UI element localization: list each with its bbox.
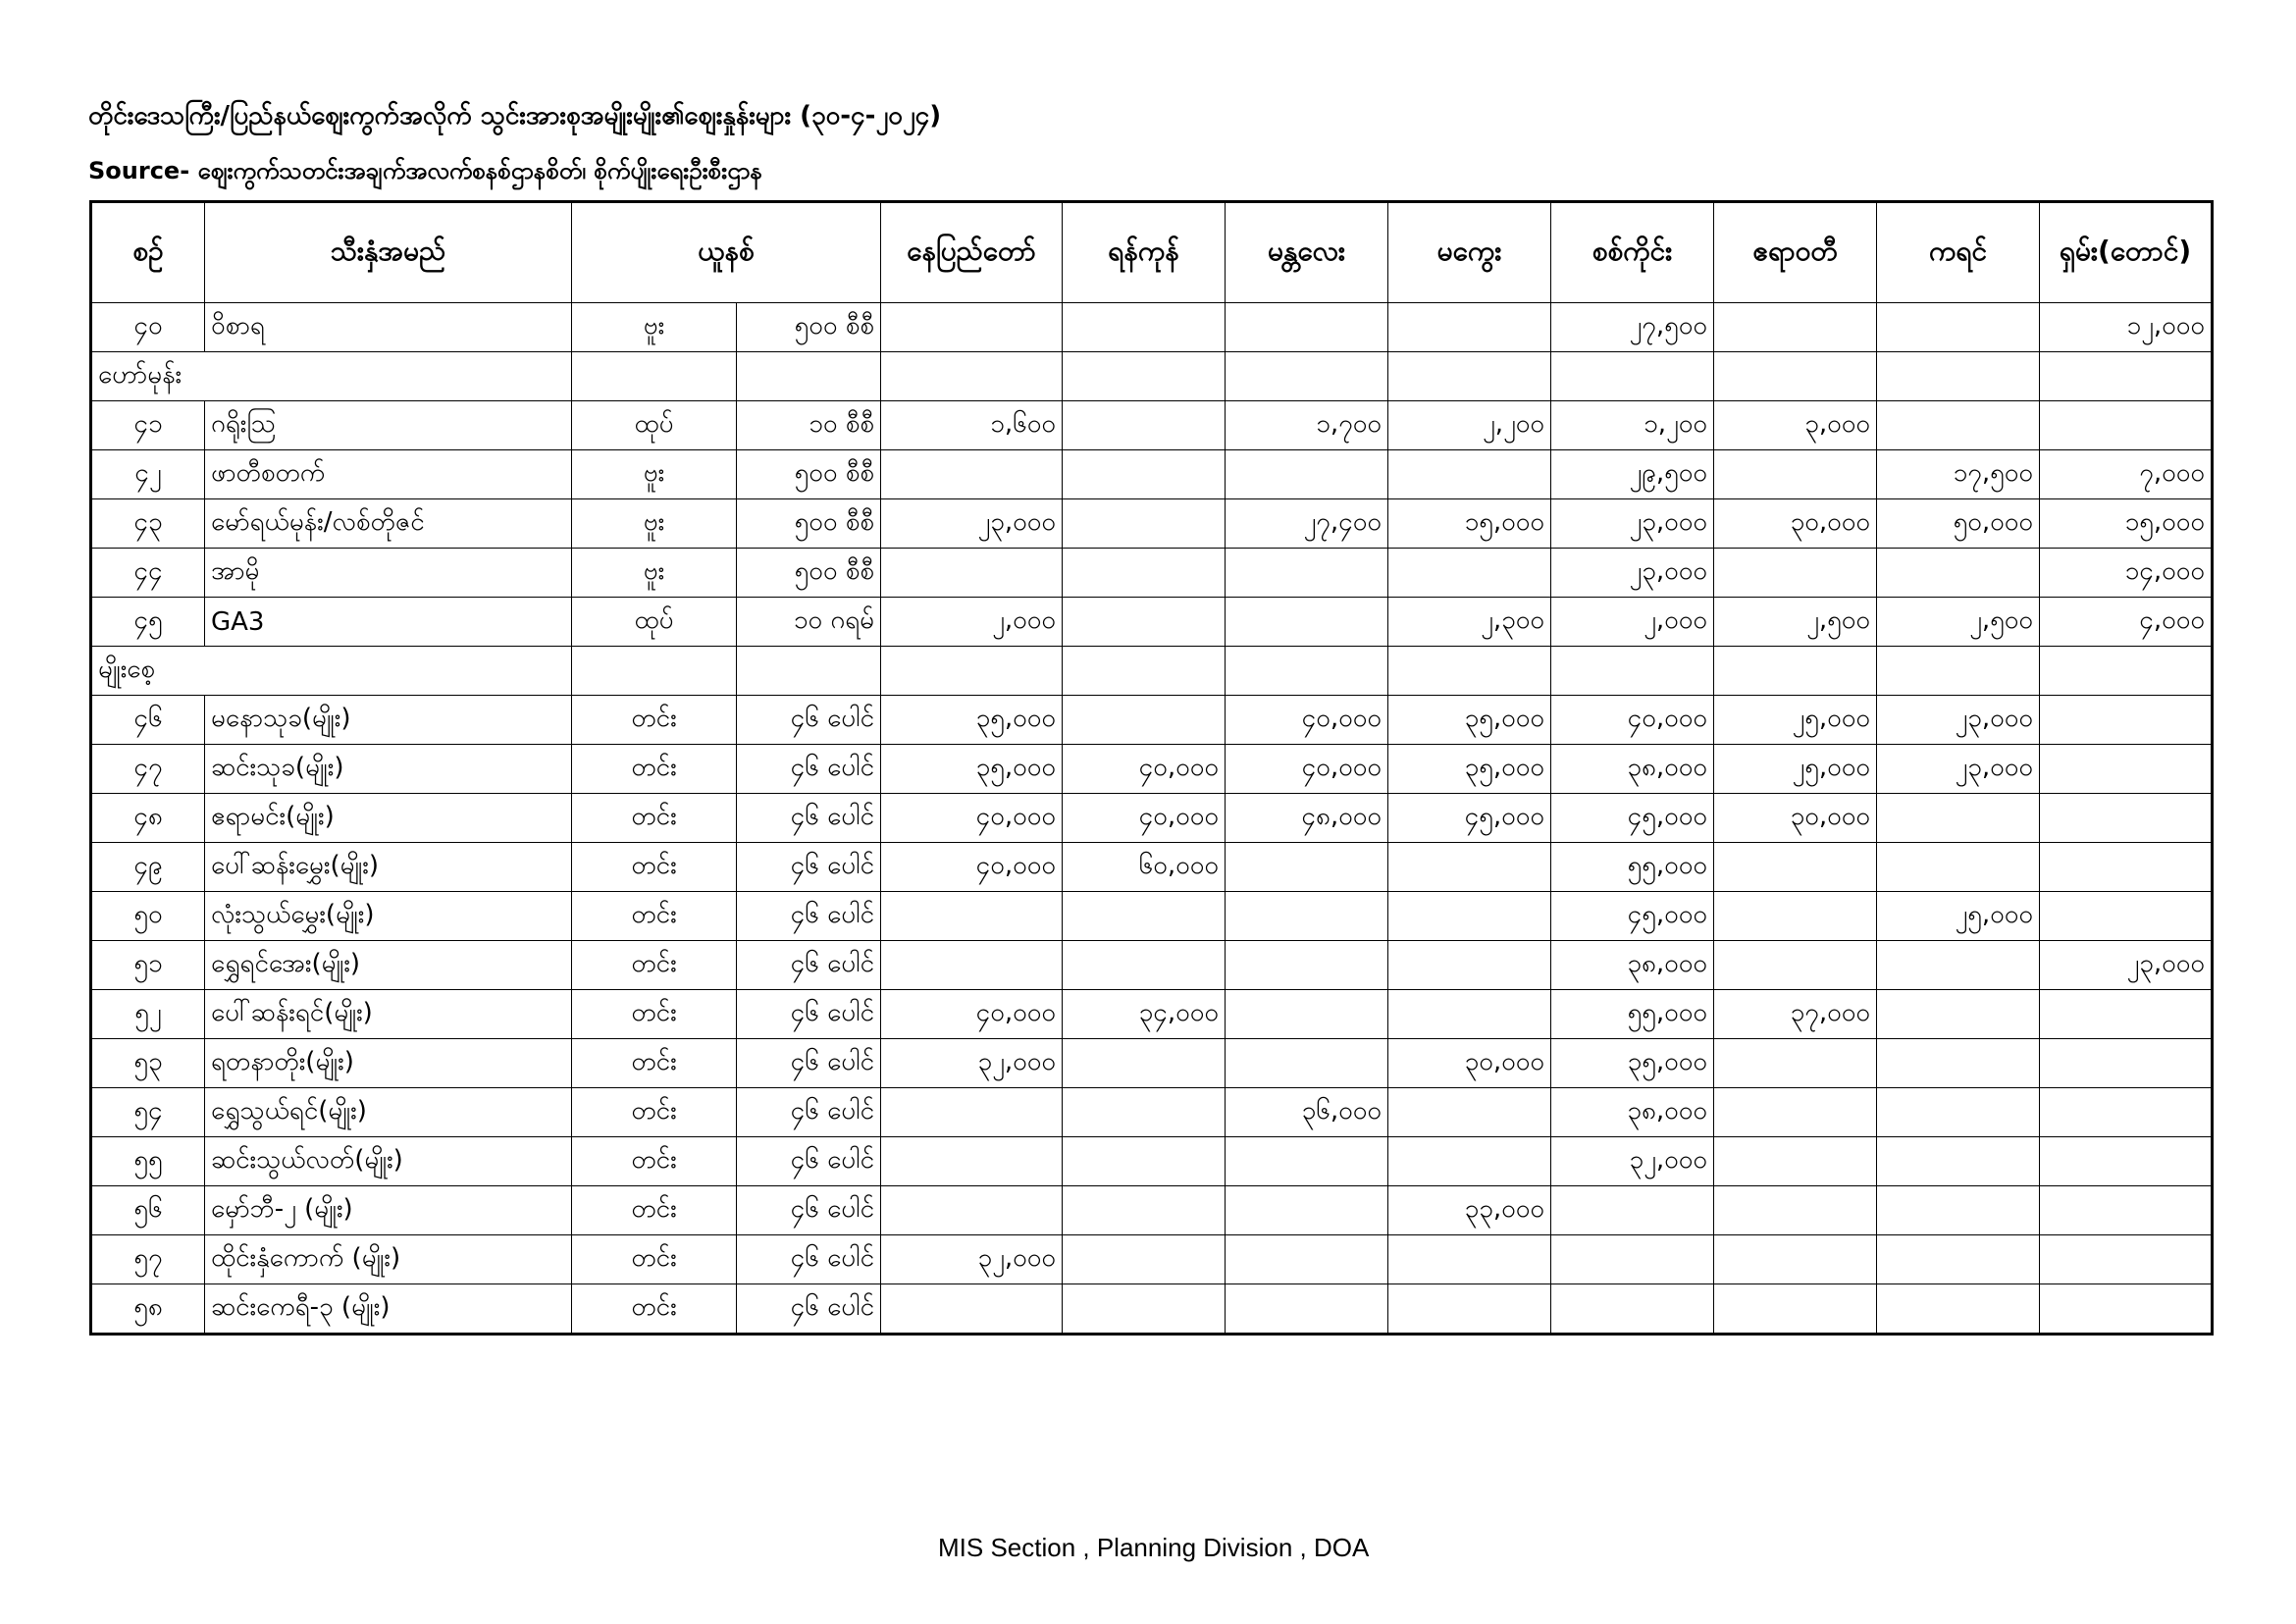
price-cell	[2040, 794, 2213, 843]
table-row	[91, 499, 2213, 549]
crop-name: ဧရာမင်း(မျိုး)	[205, 794, 572, 843]
header-crop-name: သီးနှံအမည်	[205, 202, 572, 303]
price-cell: ၃၀,၀၀၀	[1714, 499, 1877, 549]
price-cell	[1388, 1137, 1551, 1186]
price-cell: ၃၇,၀၀၀	[1714, 990, 1877, 1039]
price-cell: ၂,၀၀၀	[1551, 598, 1714, 647]
price-cell	[2040, 696, 2213, 745]
unit-quantity: ၄၆ ပေါင်	[737, 843, 881, 892]
table-row	[91, 941, 2213, 990]
price-cell: ၂,၀၀၀	[881, 598, 1063, 647]
price-cell: ၅၅,၀၀၀	[1551, 990, 1714, 1039]
table-row	[91, 450, 2213, 499]
price-cell	[1063, 1284, 1226, 1335]
crop-name: ဖာတီစတက်	[205, 450, 572, 499]
price-cell	[1063, 450, 1226, 499]
price-cell	[1714, 1088, 1877, 1137]
price-cell	[1877, 990, 2040, 1039]
price-cell: ၃၅,၀၀၀	[881, 696, 1063, 745]
price-cell: ၄၀,၀၀၀	[1551, 696, 1714, 745]
price-cell	[1714, 1284, 1877, 1335]
price-cell	[1877, 1186, 2040, 1235]
price-cell	[881, 1186, 1063, 1235]
unit-quantity: ၄၆ ပေါင်	[737, 696, 881, 745]
price-cell	[1388, 1284, 1551, 1335]
group-row	[91, 352, 2213, 401]
price-cell	[1877, 1088, 2040, 1137]
price-cell: ၃၀,၀၀၀	[1388, 1039, 1551, 1088]
price-cell: ၄၅,၀၀၀	[1551, 794, 1714, 843]
unit-package: တင်း	[572, 892, 737, 941]
price-cell	[881, 892, 1063, 941]
price-cell	[881, 1088, 1063, 1137]
price-cell: ၃၀,၀၀၀	[1714, 794, 1877, 843]
unit-quantity: ၄၆ ပေါင်	[737, 892, 881, 941]
price-cell	[1714, 1186, 1877, 1235]
unit-package: တင်း	[572, 794, 737, 843]
price-cell: ၁၅,၀၀၀	[1388, 499, 1551, 549]
price-cell: ၁၇,၅၀၀	[1877, 450, 2040, 499]
unit-package: တင်း	[572, 1186, 737, 1235]
unit-quantity: ၄၆ ပေါင်	[737, 1088, 881, 1137]
price-cell	[2040, 892, 2213, 941]
header-sagaing: စစ်ကိုင်း	[1551, 202, 1714, 303]
price-cell	[1388, 1235, 1551, 1284]
price-cell	[1877, 1284, 2040, 1335]
price-cell: ၂၇,၄၀၀	[1226, 499, 1388, 549]
crop-name: ဆင်းသွယ်လတ်(မျိုး)	[205, 1137, 572, 1186]
price-cell: ၃၈,၀၀၀	[1551, 941, 1714, 990]
price-cell: ၂၃,၀၀၀	[1877, 745, 2040, 794]
table-row	[91, 1039, 2213, 1088]
price-cell: ၁၅,၀၀၀	[2040, 499, 2213, 549]
empty-cell	[1226, 647, 1388, 696]
price-cell	[1551, 1284, 1714, 1335]
price-cell	[1063, 1039, 1226, 1088]
table-row	[91, 745, 2213, 794]
row-number: ၄၃	[91, 499, 205, 549]
row-number: ၅၄	[91, 1088, 205, 1137]
empty-cell	[1551, 352, 1714, 401]
empty-cell	[572, 352, 737, 401]
price-cell	[1226, 843, 1388, 892]
price-cell	[1877, 1039, 2040, 1088]
price-cell	[1063, 598, 1226, 647]
price-cell	[1063, 1235, 1226, 1284]
price-cell: ၃၈,၀၀၀	[1551, 1088, 1714, 1137]
price-cell: ၂,၅၀၀	[1714, 598, 1877, 647]
unit-quantity: ၅၀၀ စီစီ	[737, 549, 881, 598]
unit-quantity: ၄၆ ပေါင်	[737, 941, 881, 990]
price-cell: ၄၀,၀၀၀	[881, 990, 1063, 1039]
price-cell: ၂၃,၀၀၀	[1551, 499, 1714, 549]
price-cell	[1388, 1088, 1551, 1137]
empty-cell	[572, 647, 737, 696]
crop-name: ထိုင်းနှံကောက် (မျိုး)	[205, 1235, 572, 1284]
crop-name: ပေါ်ဆန်းမွှေး(မျိုး)	[205, 843, 572, 892]
row-number: ၄၂	[91, 450, 205, 499]
unit-package: တင်း	[572, 1039, 737, 1088]
document-title: တိုင်းဒေသကြီး/ပြည်နယ်ဈေးကွက်အလိုက် သွင်းအားစုအမျိုးမျိုး၏ဈေးနှုန်းများ (၃၀-၄-၂၀၂၄)	[88, 101, 942, 131]
empty-cell	[881, 352, 1063, 401]
group-label: မျိုးစေ့	[91, 647, 572, 696]
price-cell	[1551, 1186, 1714, 1235]
unit-quantity: ၅၀၀ စီစီ	[737, 450, 881, 499]
table-row	[91, 1088, 2213, 1137]
price-cell: ၂၃,၀၀၀	[881, 499, 1063, 549]
table-row	[91, 401, 2213, 450]
group-row	[91, 647, 2213, 696]
price-cell	[1388, 892, 1551, 941]
price-cell	[1714, 1039, 1877, 1088]
row-number: ၅၂	[91, 990, 205, 1039]
unit-package: တင်း	[572, 745, 737, 794]
price-cell: ၄၅,၀၀၀	[1388, 794, 1551, 843]
unit-quantity: ၁၀ စီစီ	[737, 401, 881, 450]
price-cell	[2040, 1137, 2213, 1186]
unit-quantity: ၄၆ ပေါင်	[737, 990, 881, 1039]
crop-name: မနောသုခ(မျိုး)	[205, 696, 572, 745]
price-cell	[1388, 450, 1551, 499]
price-cell: ၃၅,၀၀၀	[1388, 696, 1551, 745]
empty-cell	[1388, 352, 1551, 401]
price-cell: ၂၃,၀၀၀	[2040, 941, 2213, 990]
crop-name: ရွှေသွယ်ရင်(မျိုး)	[205, 1088, 572, 1137]
crop-name: မော်ရယ်မုန်း/လစ်တိုဇင်	[205, 499, 572, 549]
price-cell	[881, 450, 1063, 499]
table-row	[91, 549, 2213, 598]
price-cell	[2040, 1235, 2213, 1284]
price-cell: ၃၄,၀၀၀	[1063, 990, 1226, 1039]
price-cell: ၃၃,၀၀၀	[1388, 1186, 1551, 1235]
unit-package: ဗူး	[572, 303, 737, 352]
price-cell: ၃၅,၀၀၀	[881, 745, 1063, 794]
price-cell	[1063, 1137, 1226, 1186]
row-number: ၄၁	[91, 401, 205, 450]
unit-package: တင်း	[572, 941, 737, 990]
unit-quantity: ၄၆ ပေါင်	[737, 1235, 881, 1284]
price-cell	[1063, 499, 1226, 549]
price-cell	[881, 1137, 1063, 1186]
header-mandalay: မန္တလေး	[1226, 202, 1388, 303]
price-cell: ၄,၀၀၀	[2040, 598, 2213, 647]
price-cell: ၁,၆၀၀	[881, 401, 1063, 450]
price-cell	[881, 1284, 1063, 1335]
empty-cell	[737, 352, 881, 401]
crop-name: အာမို	[205, 549, 572, 598]
header-row	[91, 202, 2213, 303]
price-cell	[1226, 598, 1388, 647]
price-cell	[1388, 843, 1551, 892]
price-cell: ၄၀,၀၀၀	[1226, 745, 1388, 794]
crop-name: ဂရိုးဩ	[205, 401, 572, 450]
unit-package: တင်း	[572, 843, 737, 892]
price-cell	[1063, 1088, 1226, 1137]
price-cell	[881, 941, 1063, 990]
price-cell: ၄၀,၀၀၀	[1063, 794, 1226, 843]
crop-name: ဝိစာရ	[205, 303, 572, 352]
header-yangon: ရန်ကုန်	[1063, 202, 1226, 303]
empty-cell	[1877, 647, 2040, 696]
price-cell	[1877, 794, 2040, 843]
source-line: Source- ဈေးကွက်သတင်းအချက်အလက်စနစ်ဌာနစိတ်၊ စိုက်ပျိုးရေးဦးစီးဌာန	[88, 157, 762, 184]
row-number: ၄၉	[91, 843, 205, 892]
price-cell: ၄၀,၀၀၀	[1226, 696, 1388, 745]
price-cell: ၄၅,၀၀၀	[1551, 892, 1714, 941]
price-cell	[1388, 549, 1551, 598]
price-cell: ၁,၇၀၀	[1226, 401, 1388, 450]
row-number: ၄၇	[91, 745, 205, 794]
row-number: ၄၅	[91, 598, 205, 647]
price-cell	[1877, 401, 2040, 450]
price-cell	[1226, 1039, 1388, 1088]
unit-package: ထုပ်	[572, 598, 737, 647]
price-cell	[1063, 303, 1226, 352]
unit-quantity: ၄၆ ပေါင်	[737, 794, 881, 843]
row-number: ၅၆	[91, 1186, 205, 1235]
table-row	[91, 892, 2213, 941]
empty-cell	[737, 647, 881, 696]
table-body	[91, 303, 2213, 1335]
price-cell: ၂၃,၀၀၀	[1551, 549, 1714, 598]
table-row	[91, 696, 2213, 745]
table-row	[91, 1186, 2213, 1235]
price-cell	[1714, 892, 1877, 941]
crop-name: ရွှေရင်အေး(မျိုး)	[205, 941, 572, 990]
crop-name: ဆင်းကေရီ-၃ (မျိုး)	[205, 1284, 572, 1335]
empty-cell	[1063, 647, 1226, 696]
price-cell	[2040, 745, 2213, 794]
price-cell	[1877, 843, 2040, 892]
price-cell	[1226, 303, 1388, 352]
empty-cell	[2040, 352, 2213, 401]
empty-cell	[1388, 647, 1551, 696]
crop-name: ပေါ်ဆန်းရင်(မျိုး)	[205, 990, 572, 1039]
price-cell: ၄၀,၀၀၀	[881, 794, 1063, 843]
price-cell	[1226, 1284, 1388, 1335]
unit-package: တင်း	[572, 1284, 737, 1335]
header-naypyitaw: နေပြည်တော်	[881, 202, 1063, 303]
price-cell: ၃,၀၀၀	[1714, 401, 1877, 450]
crop-name: မှော်ဘီ-၂ (မျိုး)	[205, 1186, 572, 1235]
header-ayeyarwady: ဧရာဝတီ	[1714, 202, 1877, 303]
price-cell	[1714, 843, 1877, 892]
price-cell: ၂၅,၀၀၀	[1714, 696, 1877, 745]
price-cell: ၆၀,၀၀၀	[1063, 843, 1226, 892]
price-cell: ၅၀,၀၀၀	[1877, 499, 2040, 549]
price-cell	[2040, 1088, 2213, 1137]
price-cell: ၃၆,၀၀၀	[1226, 1088, 1388, 1137]
price-cell: ၃၂,၀၀၀	[881, 1235, 1063, 1284]
price-cell	[2040, 1284, 2213, 1335]
price-cell: ၇,၀၀၀	[2040, 450, 2213, 499]
price-cell: ၂၃,၀၀၀	[1877, 696, 2040, 745]
price-cell	[1226, 941, 1388, 990]
row-number: ၅၀	[91, 892, 205, 941]
unit-package: တင်း	[572, 1137, 737, 1186]
price-cell	[1877, 549, 2040, 598]
empty-cell	[881, 647, 1063, 696]
price-cell	[1063, 892, 1226, 941]
header-shan-south: ရှမ်း(တောင်)	[2040, 202, 2213, 303]
unit-quantity: ၁၀ ဂရမ်	[737, 598, 881, 647]
header-magway: မကွေး	[1388, 202, 1551, 303]
price-cell: ၃၅,၀၀၀	[1551, 1039, 1714, 1088]
price-cell	[1226, 1186, 1388, 1235]
price-cell	[1877, 1235, 2040, 1284]
empty-cell	[1714, 647, 1877, 696]
price-cell: ၂၉,၅၀၀	[1551, 450, 1714, 499]
price-cell	[1226, 450, 1388, 499]
row-number: ၄၄	[91, 549, 205, 598]
unit-quantity: ၄၆ ပေါင်	[737, 1039, 881, 1088]
empty-cell	[1551, 647, 1714, 696]
table-row	[91, 1137, 2213, 1186]
price-cell	[1714, 1235, 1877, 1284]
empty-cell	[2040, 647, 2213, 696]
row-number: ၅၇	[91, 1235, 205, 1284]
table-row	[91, 990, 2213, 1039]
price-cell	[2040, 843, 2213, 892]
unit-quantity: ၅၀၀ စီစီ	[737, 303, 881, 352]
footer-text: MIS Section , Planning Division , DOA	[938, 1533, 1370, 1562]
unit-quantity: ၄၆ ပေါင်	[737, 745, 881, 794]
price-cell	[1714, 450, 1877, 499]
unit-quantity: ၄၆ ပေါင်	[737, 1284, 881, 1335]
crop-name: ဆင်းသုခ(မျိုး)	[205, 745, 572, 794]
price-cell	[1226, 1235, 1388, 1284]
price-cell: ၃၂,၀၀၀	[881, 1039, 1063, 1088]
unit-package: တင်း	[572, 990, 737, 1039]
price-cell: ၂,၂၀၀	[1388, 401, 1551, 450]
unit-package: တင်း	[572, 1088, 737, 1137]
price-cell	[2040, 990, 2213, 1039]
price-table	[89, 200, 2214, 1336]
price-cell: ၂၅,၀၀၀	[1714, 745, 1877, 794]
price-cell: ၅၅,၀၀၀	[1551, 843, 1714, 892]
price-cell	[1226, 892, 1388, 941]
price-cell: ၄၀,၀၀၀	[881, 843, 1063, 892]
unit-package: ဗူး	[572, 549, 737, 598]
unit-package: ဗူး	[572, 450, 737, 499]
crop-name: GA3	[205, 598, 572, 647]
header-no: စဉ်	[91, 202, 205, 303]
table-row	[91, 1284, 2213, 1335]
table-row	[91, 843, 2213, 892]
empty-cell	[1063, 352, 1226, 401]
price-cell	[1063, 1186, 1226, 1235]
price-cell	[1388, 990, 1551, 1039]
price-cell	[2040, 1186, 2213, 1235]
price-cell	[1388, 303, 1551, 352]
price-cell	[1877, 303, 2040, 352]
header-unit: ယူနစ်	[572, 202, 881, 303]
price-cell: ၃၈,၀၀၀	[1551, 745, 1714, 794]
price-cell: ၄၈,၀၀၀	[1226, 794, 1388, 843]
price-cell: ၃၂,၀၀၀	[1551, 1137, 1714, 1186]
price-cell	[1063, 941, 1226, 990]
table-row	[91, 303, 2213, 352]
price-cell: ၁၄,၀၀၀	[2040, 549, 2213, 598]
table-row	[91, 1235, 2213, 1284]
row-number: ၅၃	[91, 1039, 205, 1088]
table-row	[91, 598, 2213, 647]
crop-name: ရတနာတိုး(မျိုး)	[205, 1039, 572, 1088]
price-cell: ၄၀,၀၀၀	[1063, 745, 1226, 794]
price-cell	[1063, 696, 1226, 745]
row-number: ၄၆	[91, 696, 205, 745]
price-cell	[1714, 1137, 1877, 1186]
price-cell	[1063, 549, 1226, 598]
price-cell	[1226, 1137, 1388, 1186]
row-number: ၅၁	[91, 941, 205, 990]
unit-package: တင်း	[572, 1235, 737, 1284]
empty-cell	[1714, 352, 1877, 401]
price-cell	[1063, 401, 1226, 450]
row-number: ၅၈	[91, 1284, 205, 1335]
row-number: ၄၈	[91, 794, 205, 843]
header-kayin: ကရင်	[1877, 202, 2040, 303]
price-cell: ၂,၅၀၀	[1877, 598, 2040, 647]
price-cell	[1714, 549, 1877, 598]
unit-quantity: ၄၆ ပေါင်	[737, 1137, 881, 1186]
group-label: ဟော်မုန်း	[91, 352, 572, 401]
price-cell	[1388, 941, 1551, 990]
price-cell	[2040, 401, 2213, 450]
price-cell	[1551, 1235, 1714, 1284]
price-cell	[1226, 990, 1388, 1039]
empty-cell	[1877, 352, 2040, 401]
price-cell: ၂၇,၅၀၀	[1551, 303, 1714, 352]
unit-quantity: ၄၆ ပေါင်	[737, 1186, 881, 1235]
row-number: ၅၅	[91, 1137, 205, 1186]
unit-package: ထုပ်	[572, 401, 737, 450]
price-cell	[1714, 941, 1877, 990]
price-cell	[1714, 303, 1877, 352]
row-number: ၄၀	[91, 303, 205, 352]
price-cell	[881, 549, 1063, 598]
price-cell	[1877, 941, 2040, 990]
price-cell: ၁,၂၀၀	[1551, 401, 1714, 450]
price-cell	[881, 303, 1063, 352]
crop-name: လုံးသွယ်မွှေး(မျိုး)	[205, 892, 572, 941]
price-cell: ၂,၃၀၀	[1388, 598, 1551, 647]
empty-cell	[1226, 352, 1388, 401]
price-cell	[1877, 1137, 2040, 1186]
price-cell: ၁၂,၀၀၀	[2040, 303, 2213, 352]
price-cell: ၂၅,၀၀၀	[1877, 892, 2040, 941]
unit-quantity: ၅၀၀ စီစီ	[737, 499, 881, 549]
unit-package: တင်း	[572, 696, 737, 745]
price-cell	[1226, 549, 1388, 598]
table-row	[91, 794, 2213, 843]
price-cell: ၃၅,၀၀၀	[1388, 745, 1551, 794]
unit-package: ဗူး	[572, 499, 737, 549]
price-cell	[2040, 1039, 2213, 1088]
